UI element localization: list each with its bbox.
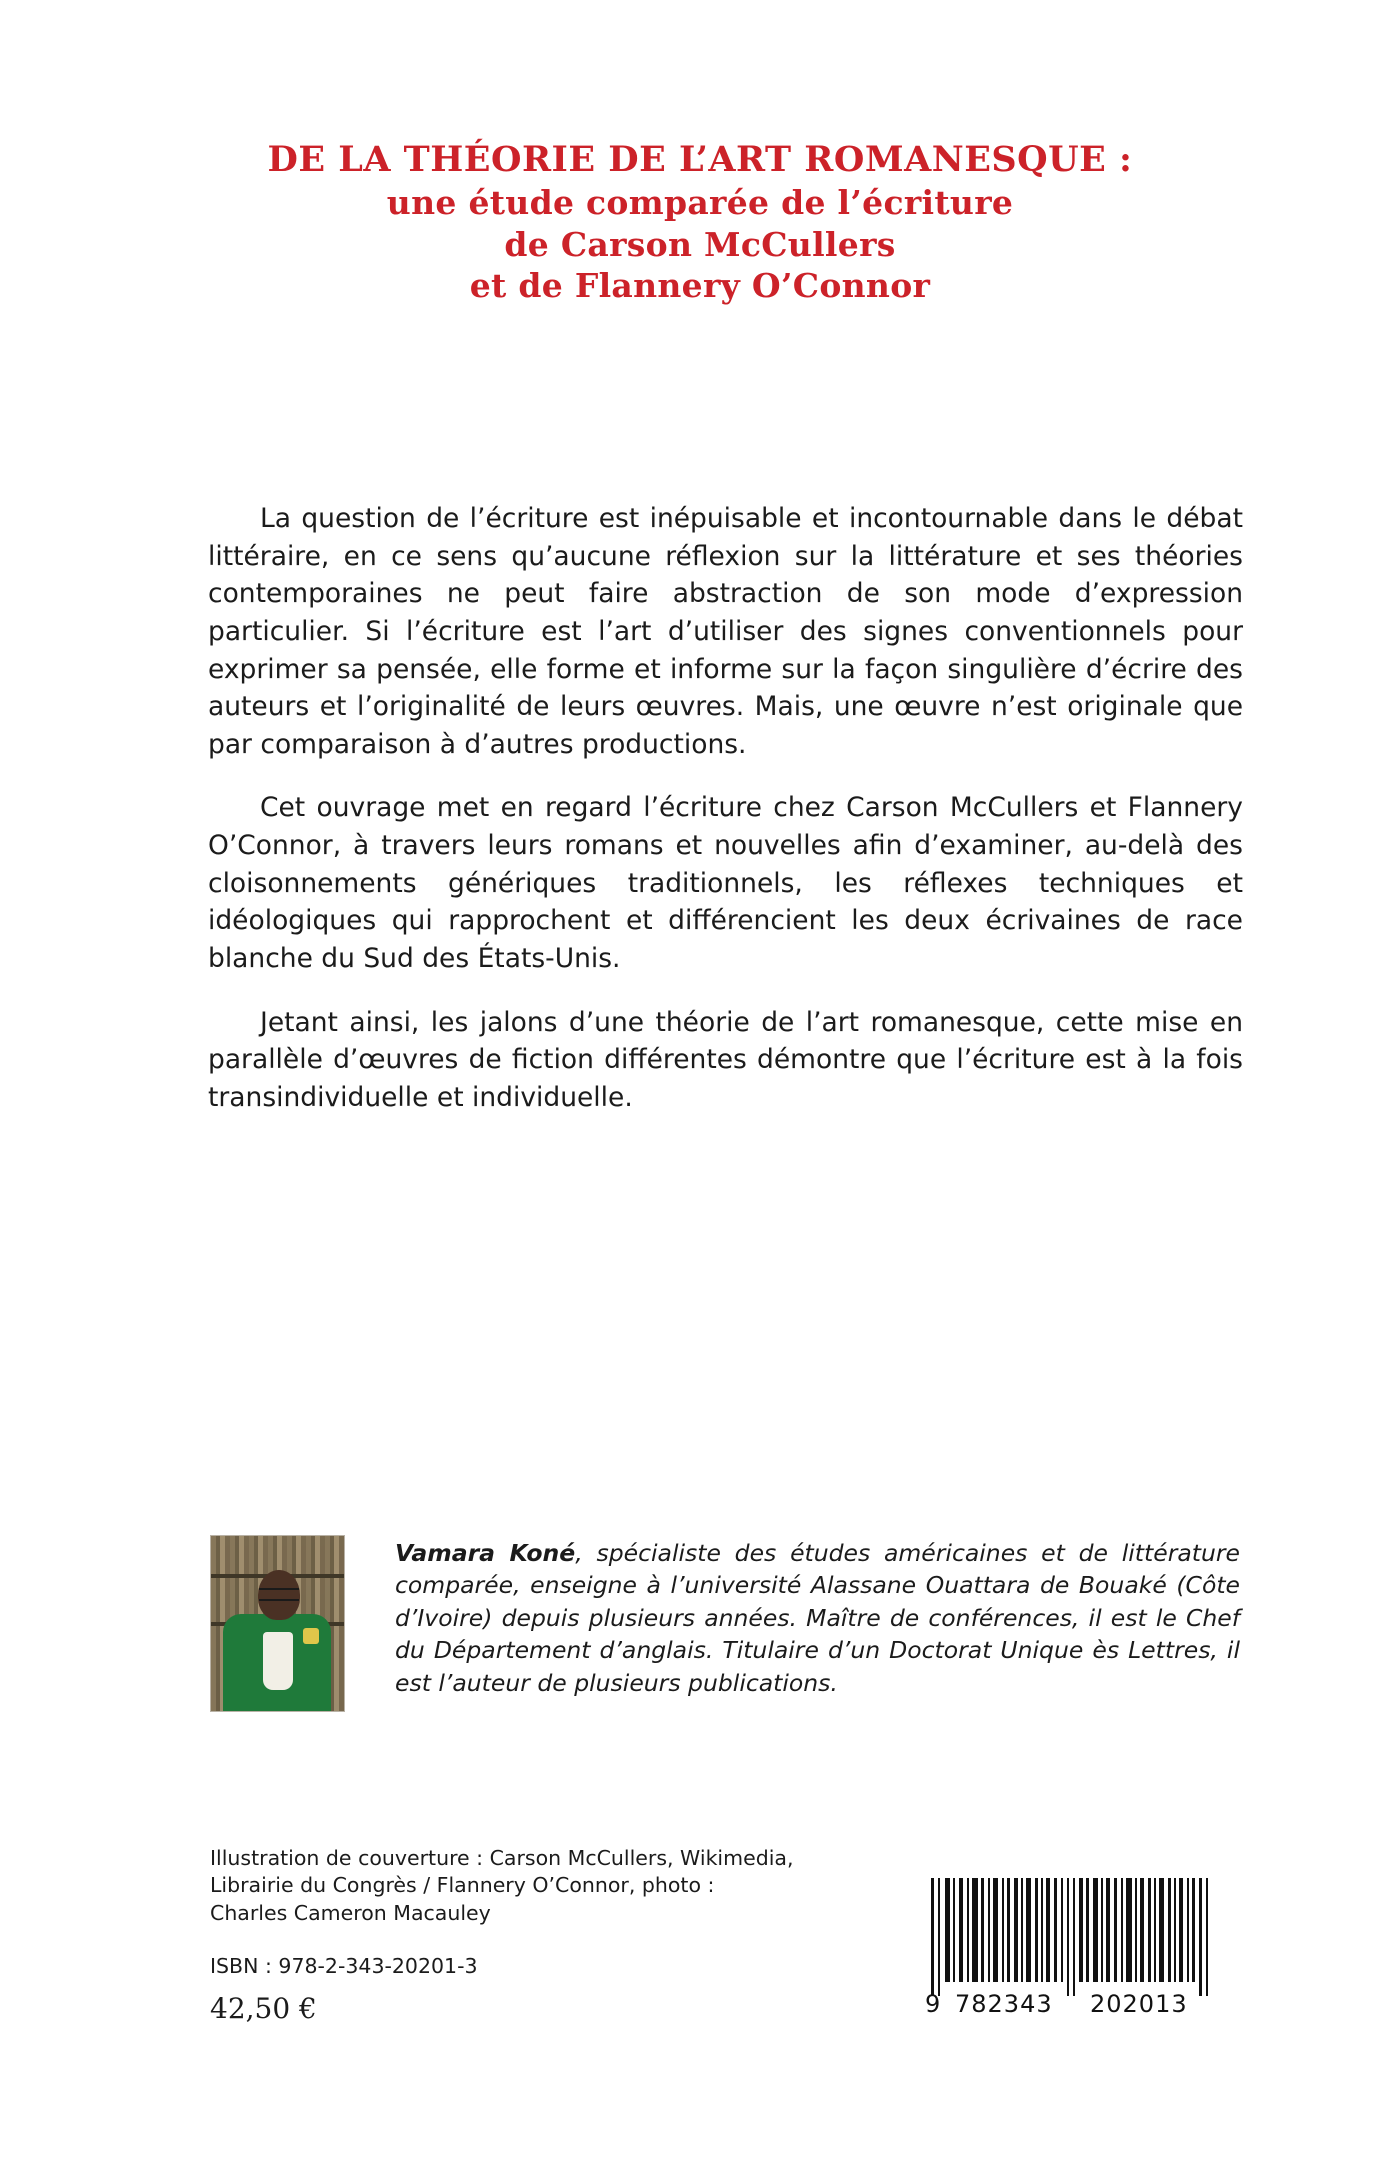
robe-collar — [263, 1632, 293, 1690]
book-title — [140, 138, 1260, 307]
title-line-3: de Carson McCullers — [504, 224, 896, 264]
blurb-paragraph-1: La question de l’écriture est inépuisable et incontournable dans le débat littéraire, en ce sens qu’aucune réflexion sur la littérature et ses théories contemporaines ne peut faire abstraction de son mode d’expression particulier. Si l’écriture est l’art d’utiliser des signes conventionnels pour exprimer sa pensée, elle forme et informe sur la façon singulière d’écrire des auteurs et l’originalité de leurs œuvres. Mais, une œuvre n’est originale que par comparaison à d’autres productions. — [208, 503, 1243, 760]
isbn-text: ISBN : 978-2-343-20201-3 — [210, 1953, 478, 1978]
barcode-lead-digit: 9 — [925, 1990, 942, 2018]
title-line-1: DE LA THÉORIE DE L’ART ROMANESQUE : — [267, 139, 1133, 180]
cover-credit-line-2: Librairie du Congrès / Flannery O’Connor, photo : — [210, 1873, 715, 1898]
book-blurb — [208, 500, 1243, 1116]
author-name: Vamara Koné — [395, 1539, 576, 1567]
price-text: 42,50 € — [210, 1992, 317, 2025]
cover-credit-line-1: Illustration de couverture : Carson McCullers, Wikimedia, — [210, 1846, 794, 1870]
footer-block — [210, 1845, 830, 2027]
title-line-2: une étude comparée de l’écriture — [386, 183, 1014, 223]
author-photo — [210, 1535, 345, 1712]
author-bio-body: , spécialiste des études américaines et de littérature comparée, enseigne à l’université Alassane Ouattara de Bouaké (Côte d’Ivoire) depuis plusieurs années. Maître de conférences, il est le Chef du Département d’anglais. Titulaire d’un Doctorat Unique ès Lettres, il est l’auteur de plusieurs publications. — [395, 1539, 1240, 1697]
barcode-left-group: 782343 — [955, 1990, 1053, 2018]
barcode-bars — [925, 1878, 1220, 1996]
blurb-paragraph-3: Jetant ainsi, les jalons d’une théorie de l’art romanesque, cette mise en parallèle d’œuvres de fiction différentes démontre que l’écriture est à la fois transindividuelle et individuelle. — [208, 1006, 1243, 1113]
barcode — [925, 1878, 1220, 2023]
barcode-right-group: 202013 — [1090, 1990, 1188, 2018]
glasses-icon — [259, 1588, 299, 1601]
blurb-paragraph-2: Cet ouvrage met en regard l’écriture chez Carson McCullers et Flannery O’Connor, à travers leurs romans et nouvelles afin d’examiner, au-delà des cloisonnements génériques traditionnels, les réflexes techniques et idéologiques qui rapprochent et différencient les deux écrivaines de race blanche du Sud des États-Unis. — [208, 792, 1243, 974]
robe-badge — [303, 1628, 319, 1644]
author-bio-text — [395, 1537, 1240, 1699]
title-line-4: et de Flannery O’Connor — [469, 266, 931, 306]
cover-credit-line-3: Charles Cameron Macauley — [210, 1900, 491, 1925]
